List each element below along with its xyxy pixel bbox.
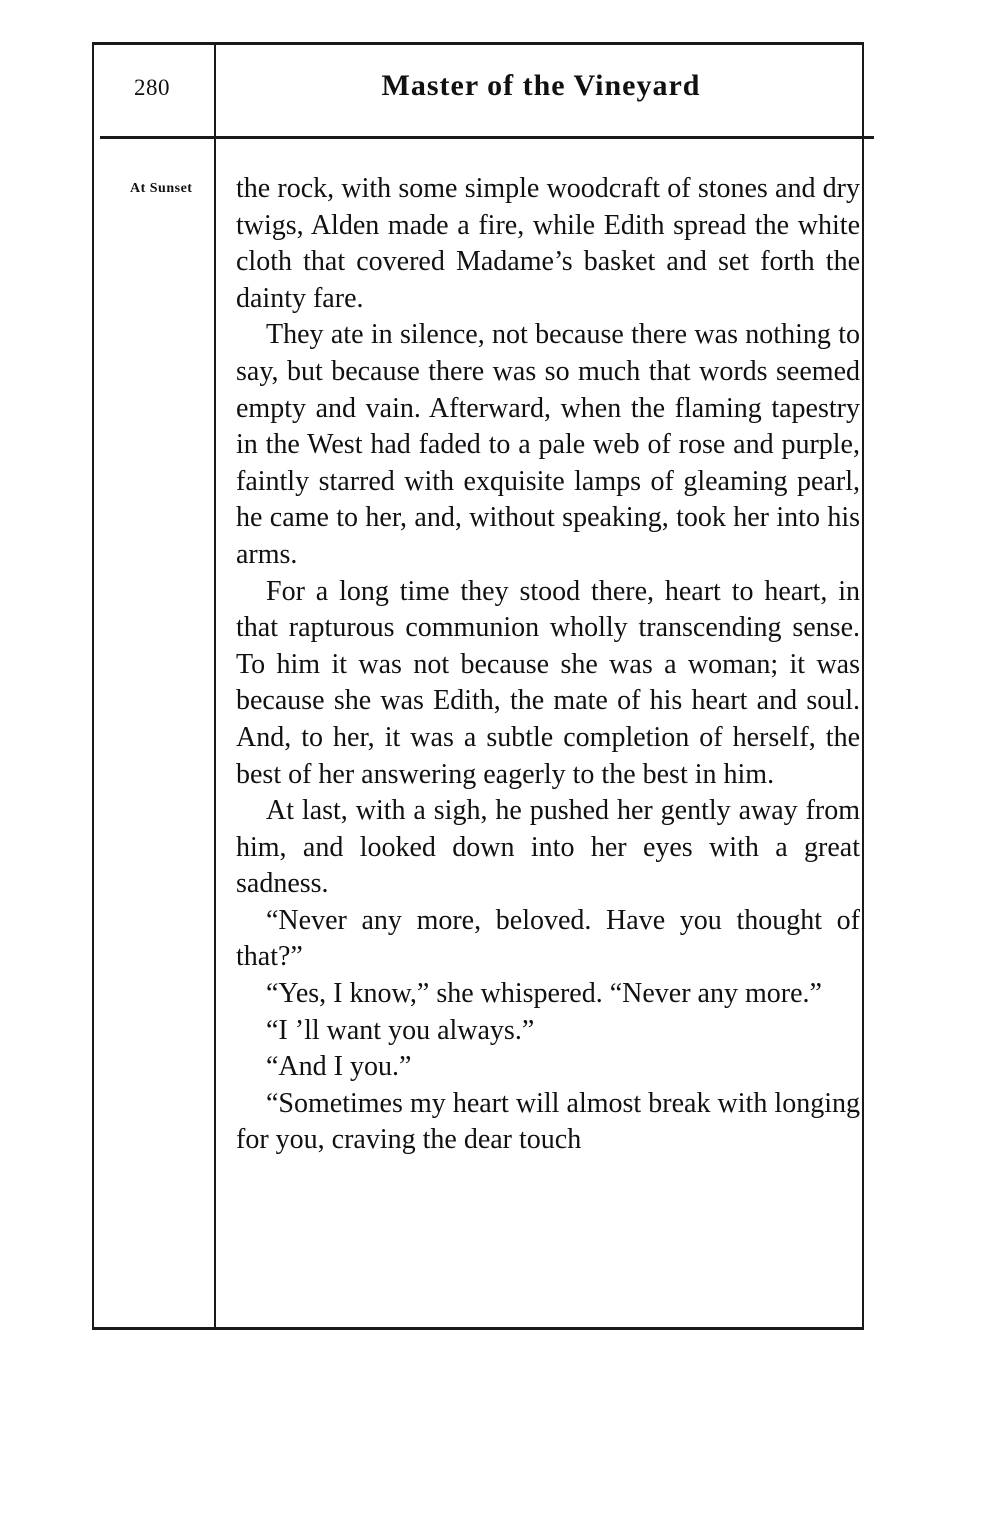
- margin-sidenote: At Sunset: [130, 181, 193, 196]
- paragraph-6: “Yes, I know,” she whispered. “Never any more.”: [266, 978, 822, 1010]
- paragraph-1: the rock, with some simple woodcraft of stones and dry twigs, Alden made a fire, while Edith spread the white cloth that covered Madame’s basket and set forth the dainty fare.: [236, 173, 860, 314]
- paragraph-4: At last, with a sigh, he pushed her gently away from him, and looked down into her eyes with a great sadness.: [236, 795, 860, 900]
- body-text: [236, 171, 860, 1159]
- paragraph-5: “Never any more, beloved. Have you thought of that?”: [236, 904, 860, 973]
- paragraph-2: They ate in silence, not because there was nothing to say, but because there was so much that words seemed empty and vain. Afterward, when the flaming tapestry in the West had faded to a pale web of rose and purple, faintly starred with exquisite lamps of gleaming pearl, he came to her, and, without speaking, took her into his arms.: [236, 319, 860, 570]
- page-number: 280: [134, 75, 170, 100]
- paragraph-9: “Sometimes my heart will almost break with longing for you, craving the dear touch: [236, 1087, 860, 1156]
- paragraph-3: For a long time they stood there, heart to heart, in that rapturous communion wholly transcending sense. To him it was not because she was a woman; it was because she was Edith, the mate of his heart and soul. And, to her, it was a subtle completion of herself, the best of her answering eagerly to the best in him.: [236, 575, 860, 790]
- page-frame: [92, 42, 864, 1330]
- margin-divider: [214, 45, 216, 1330]
- paragraph-8: “And I you.”: [266, 1051, 412, 1083]
- paragraph-7: “I ’ll want you always.”: [266, 1014, 535, 1046]
- running-title: Master of the Vineyard: [381, 69, 701, 102]
- header-rule: [100, 136, 874, 139]
- frame-bottom-tick: [798, 1328, 840, 1330]
